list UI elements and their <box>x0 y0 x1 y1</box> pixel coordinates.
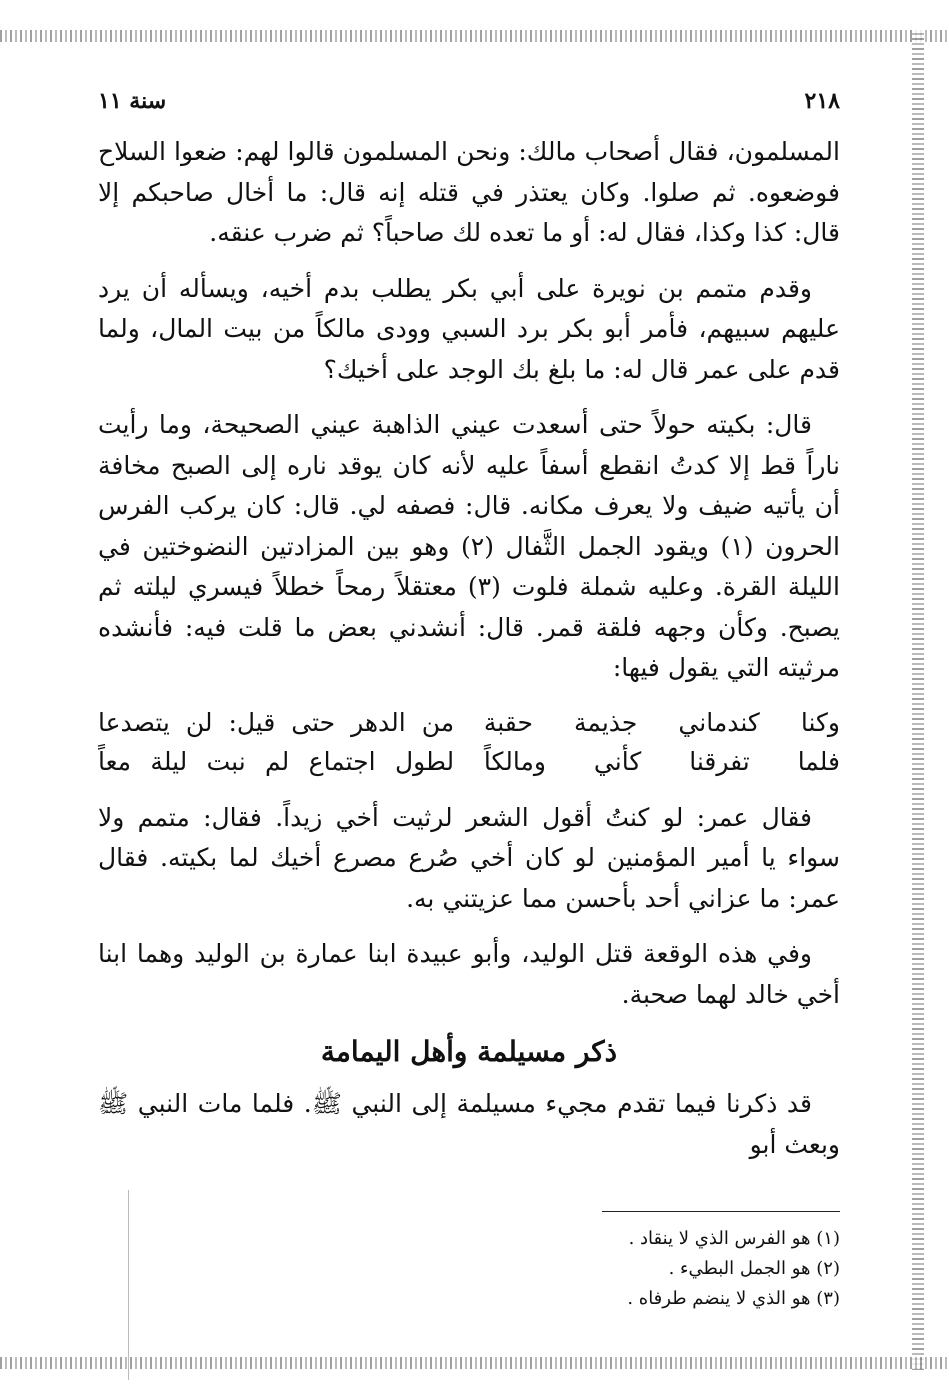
section-title: ذكر مسيلمة وأهل اليمامة <box>320 1035 618 1068</box>
footnote-separator <box>602 1211 840 1212</box>
decorative-border-top <box>0 30 949 42</box>
verse-2-second-hemistich: لطول اجتماع لم نبت ليلة معاً <box>98 746 455 776</box>
poem-block <box>98 703 840 781</box>
verse-1 <box>98 703 840 742</box>
footnote-1: (١) هو الفرس الذي لا ينقاد . <box>628 1228 840 1249</box>
paragraph-1: المسلمون، فقال أصحاب مالك: ونحن المسلمون قالوا لهم: ضعوا السلاح فوضعوه. ثم صلوا. وكان يعتذر في قتله إنه قال: ما أخال صاحبكم إلا قال: كذا وكذا، فقال له: أو ما تعده لك صاحباً؟ ثم ضرب عنقه. <box>98 137 840 247</box>
book-page <box>98 88 840 1314</box>
verse-2-first-hemistich: فلما تفرقنا كأني ومالكاً <box>483 746 840 776</box>
decorative-border-right <box>912 30 924 1370</box>
footnotes <box>98 1224 840 1314</box>
verse-1-second-hemistich: من الدهر حتى قيل: لن يتصدعا <box>98 707 455 737</box>
running-head-year: سنة ١١ <box>98 88 167 114</box>
footnote-2: (٢) هو الجمل البطيء . <box>668 1258 840 1279</box>
paragraph-6: قد ذكرنا فيما تقدم مجيء مسيلمة إلى النبي ﷺ. فلما مات النبي ﷺ وبعث أبو <box>98 1089 840 1159</box>
page-header <box>98 88 840 114</box>
footnote-3: (٣) هو الذي لا ينضم طرفاه . <box>627 1288 840 1309</box>
paragraph-2: وقدم متمم بن نويرة على أبي بكر يطلب بدم أخيه، ويسأله أن يرد عليهم سبيهم، فأمر أبو بكر برد السبي وودى مالكاً من بيت المال، ولما قدم على عمر قال له: ما بلغ بك الوجد على أخيك؟ <box>98 273 840 384</box>
paragraph-3: قال: بكيته حولاً حتى أسعدت عيني الذاهبة عيني الصحيحة، وما رأيت ناراً قط إلا كدتُ انقطع أسفاً عليه لأنه كان يوقد ناره إلى الصبح مخافة أن يأتيه ضيف ولا يعرف مكانه. قال: فصفه لي. قال: كان يركب الفرس الحرون (١) ويقود الجمل الثَّفال (٢) وهو بين المزادتين النضوختين في الليلة القرة. وعليه شملة فلوت (٣) معتقلاً رمحاً خطلاً فيسري ليلته ثم يصبح. وكأن وجهه فلقة قمر. قال: أنشدني بعض ما قلت فيه: فأنشده مرثيته التي يقول فيها: <box>98 410 840 682</box>
verse-1-first-hemistich: وكنا كندماني جذيمة حقبة <box>483 707 840 737</box>
decorative-border-bottom <box>0 1357 949 1369</box>
paragraph-5: وفي هذه الوقعة قتل الوليد، وأبو عبيدة ابنا عمارة بن الوليد وهما ابنا أخي خالد لهما صحبة. <box>98 939 840 1009</box>
verse-2 <box>98 742 840 781</box>
paragraph-4: فقال عمر: لو كنتُ أقول الشعر لرثيت أخي زيداً. فقال: متمم ولا سواء يا أمير المؤمنين لو كان أخي صُرع مصرع أخيك لما بكيته. فقال عمر: ما عزاني أحد بأحسن مما عزيتني به. <box>98 802 840 913</box>
page-number: ٢١٨ <box>804 88 840 114</box>
